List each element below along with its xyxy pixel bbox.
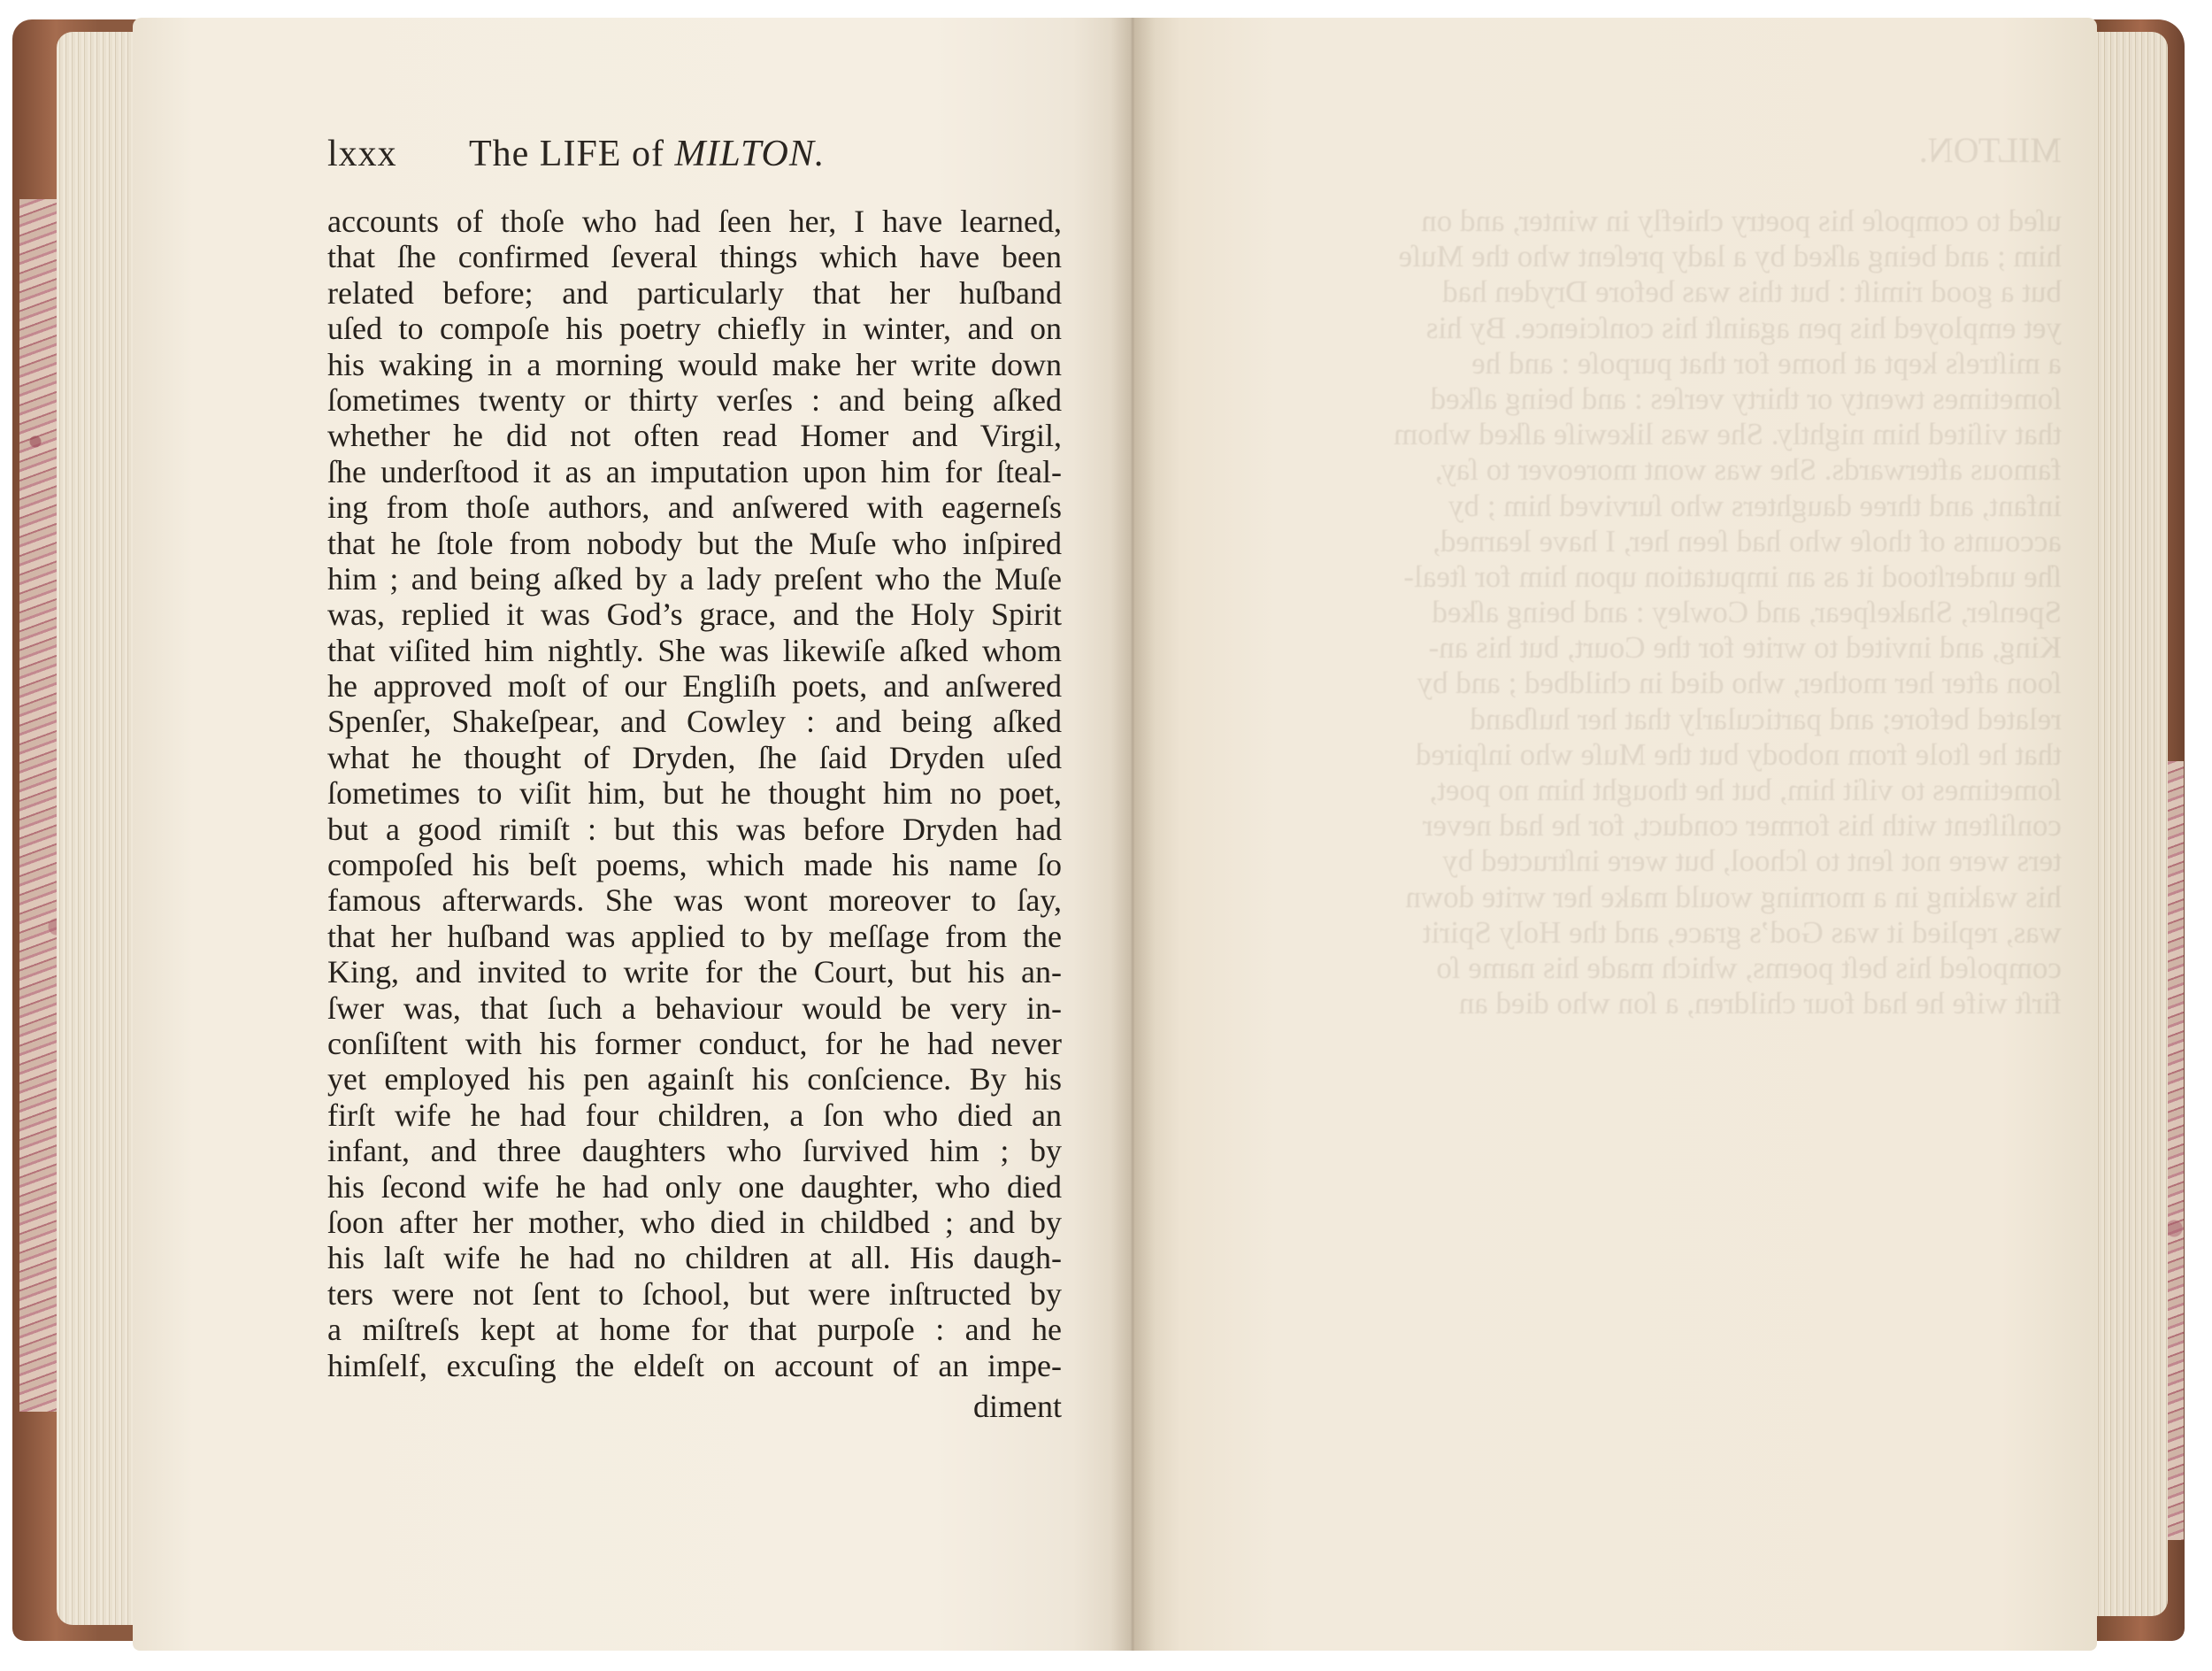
text-line: his laſt wife he had no children at all. His daugh- — [327, 1240, 1062, 1276]
show-through-line: accounts of thoſe who had ſeen her, I have learned, — [1432, 523, 2062, 558]
text-line: ſometimes twenty or thirty verſes : and being aſked — [327, 381, 1062, 418]
show-through-line: that he ſtole from nobody but the Muſe who inſpired — [1415, 736, 2062, 772]
show-through-line: compoſed his beſt poems, which made his name ſo — [1436, 950, 2062, 985]
text-line: firſt wife he had four children, a ſon who died an — [327, 1097, 1062, 1133]
show-through-line: King, and invited to write for the Court, but his an- — [1428, 630, 2062, 666]
text-line: Spenſer, Shakeſpear, and Cowley : and being aſked — [327, 704, 1062, 740]
text-line: infant, and three daughters who ſurvived him ; by — [327, 1133, 1062, 1169]
show-through-line: ſoon after her mother, who died in childbed ; and by — [1417, 666, 2062, 701]
text-line: compoſed his beſt poems, which made his name ſo — [327, 847, 1062, 883]
show-through-line: but a good rimiſt : but this was before Dryden had — [1442, 274, 2062, 310]
show-through-line: was, replied it was God’s grace, and the Holy Spirit — [1422, 914, 2062, 950]
show-through-line: a miſtreſs kept at home for that purpoſe : and he — [1471, 345, 2062, 381]
text-line: was, replied it was God’s grace, and the Holy Spirit — [327, 597, 1062, 633]
show-through-line: Spenſer, Shakeſpear, and Cowley : and being aſked — [1432, 595, 2062, 630]
text-line: that he ſtole from nobody but the Muſe who inſpired — [327, 525, 1062, 561]
show-through-text — [1186, 130, 2062, 1434]
running-title-prefix: The LIFE of — [469, 134, 675, 174]
show-through-line: firſt wife he had four children, a ſon who died an — [1458, 986, 2062, 1021]
show-through-line: him ; and being aſked by a lady preſent who the Muſe — [1398, 239, 2062, 274]
text-line: whether he did not often read Homer and Virgil, — [327, 418, 1062, 454]
catchword: diment — [973, 1389, 1062, 1424]
show-through-line: related before; and particularly that her huſband — [1470, 701, 2062, 736]
running-title — [469, 133, 825, 175]
text-line: he approved moſt of our Engliſh poets, and anſwered — [327, 668, 1062, 705]
running-title-name: MILTON. — [674, 134, 826, 174]
show-through-line: yet employed his pen againſt his conſcience. By his — [1425, 310, 2062, 345]
text-line: uſed to compoſe his poetry chiefly in winter, and on — [327, 311, 1062, 347]
text-line: his ſecond wife he had only one daughter, who died — [327, 1168, 1062, 1205]
show-through-line: ſometimes to viſit him, but he thought him no poet, — [1429, 773, 2062, 807]
show-through-header: MILTON. — [1918, 130, 2062, 170]
text-line: ing from thoſe authors, and anſwered with eagerneſs — [327, 489, 1062, 526]
text-line: his waking in a morning would make her write down — [327, 346, 1062, 382]
show-through-line: infant, and three daughters who ſurvived him ; by — [1448, 488, 2062, 523]
text-line: himſelf, excuſing the eldeſt on account of an impe- — [327, 1347, 1062, 1383]
show-through-line: ſhe underſtood it as an imputation upon him for ſteal- — [1403, 558, 2062, 594]
show-through-line: ſometimes twenty or thirty verſes : and being aſked — [1430, 381, 2062, 416]
text-line: ſhe underſtood it as an imputation upon him for ſteal- — [327, 453, 1062, 489]
show-through-line: conſiſtent with his former conduct, for he had never — [1422, 808, 2062, 843]
text-line: him ; and being aſked by a lady preſent who the Muſe — [327, 560, 1062, 597]
book-gutter — [1110, 18, 1155, 1651]
show-through-line: famous afterwards. She was wont moreover to ſay, — [1434, 452, 2062, 488]
text-line: that viſited him nightly. She was likewiſe aſked whom — [327, 632, 1062, 668]
text-line: conſiſtent with his former conduct, for he had never — [327, 1025, 1062, 1061]
folio-number: lxxx — [327, 134, 397, 174]
show-through-line: uſed to compoſe his poetry chiefly in winter, and on — [1421, 204, 2062, 238]
text-line: related before; and particularly that her huſband — [327, 274, 1062, 311]
show-through-line: that viſited him nightly. She was likewiſe aſked whom — [1394, 417, 2062, 452]
text-line: accounts of thoſe who had ſeen her, I have learned, — [327, 204, 1062, 239]
text-line: ſometimes to viſit him, but he thought him no poet, — [327, 775, 1062, 812]
text-line: what he thought of Dryden, ſhe ſaid Dryden uſed — [327, 739, 1062, 775]
text-line: that her huſband was applied to by meſſage from the — [327, 918, 1062, 954]
page-header — [327, 133, 956, 186]
text-line: ſoon after her mother, who died in childbed ; and by — [327, 1204, 1062, 1240]
text-line: King, and invited to write for the Court, but his an- — [327, 954, 1062, 990]
text-line: famous afterwards. She was wont moreover to ſay, — [327, 882, 1062, 919]
text-line: yet employed his pen againſt his conſcience. By his — [327, 1061, 1062, 1097]
text-line: but a good rimiſt : but this was before Dryden had — [327, 811, 1062, 847]
body-text — [327, 204, 1062, 1383]
text-line: that ſhe confirmed ſeveral things which have been — [327, 239, 1062, 275]
show-through-line: ters were not ſent to ſchool, but were inſtructed by — [1442, 843, 2062, 879]
text-line: ters were not ſent to ſchool, but were inſtructed by — [327, 1275, 1062, 1312]
text-line: a miſtreſs kept at home for that purpoſe : and he — [327, 1312, 1062, 1348]
show-through-line: his waking in a morning would make her write down — [1405, 879, 2062, 914]
text-line: ſwer was, that ſuch a behaviour would be very in- — [327, 990, 1062, 1026]
